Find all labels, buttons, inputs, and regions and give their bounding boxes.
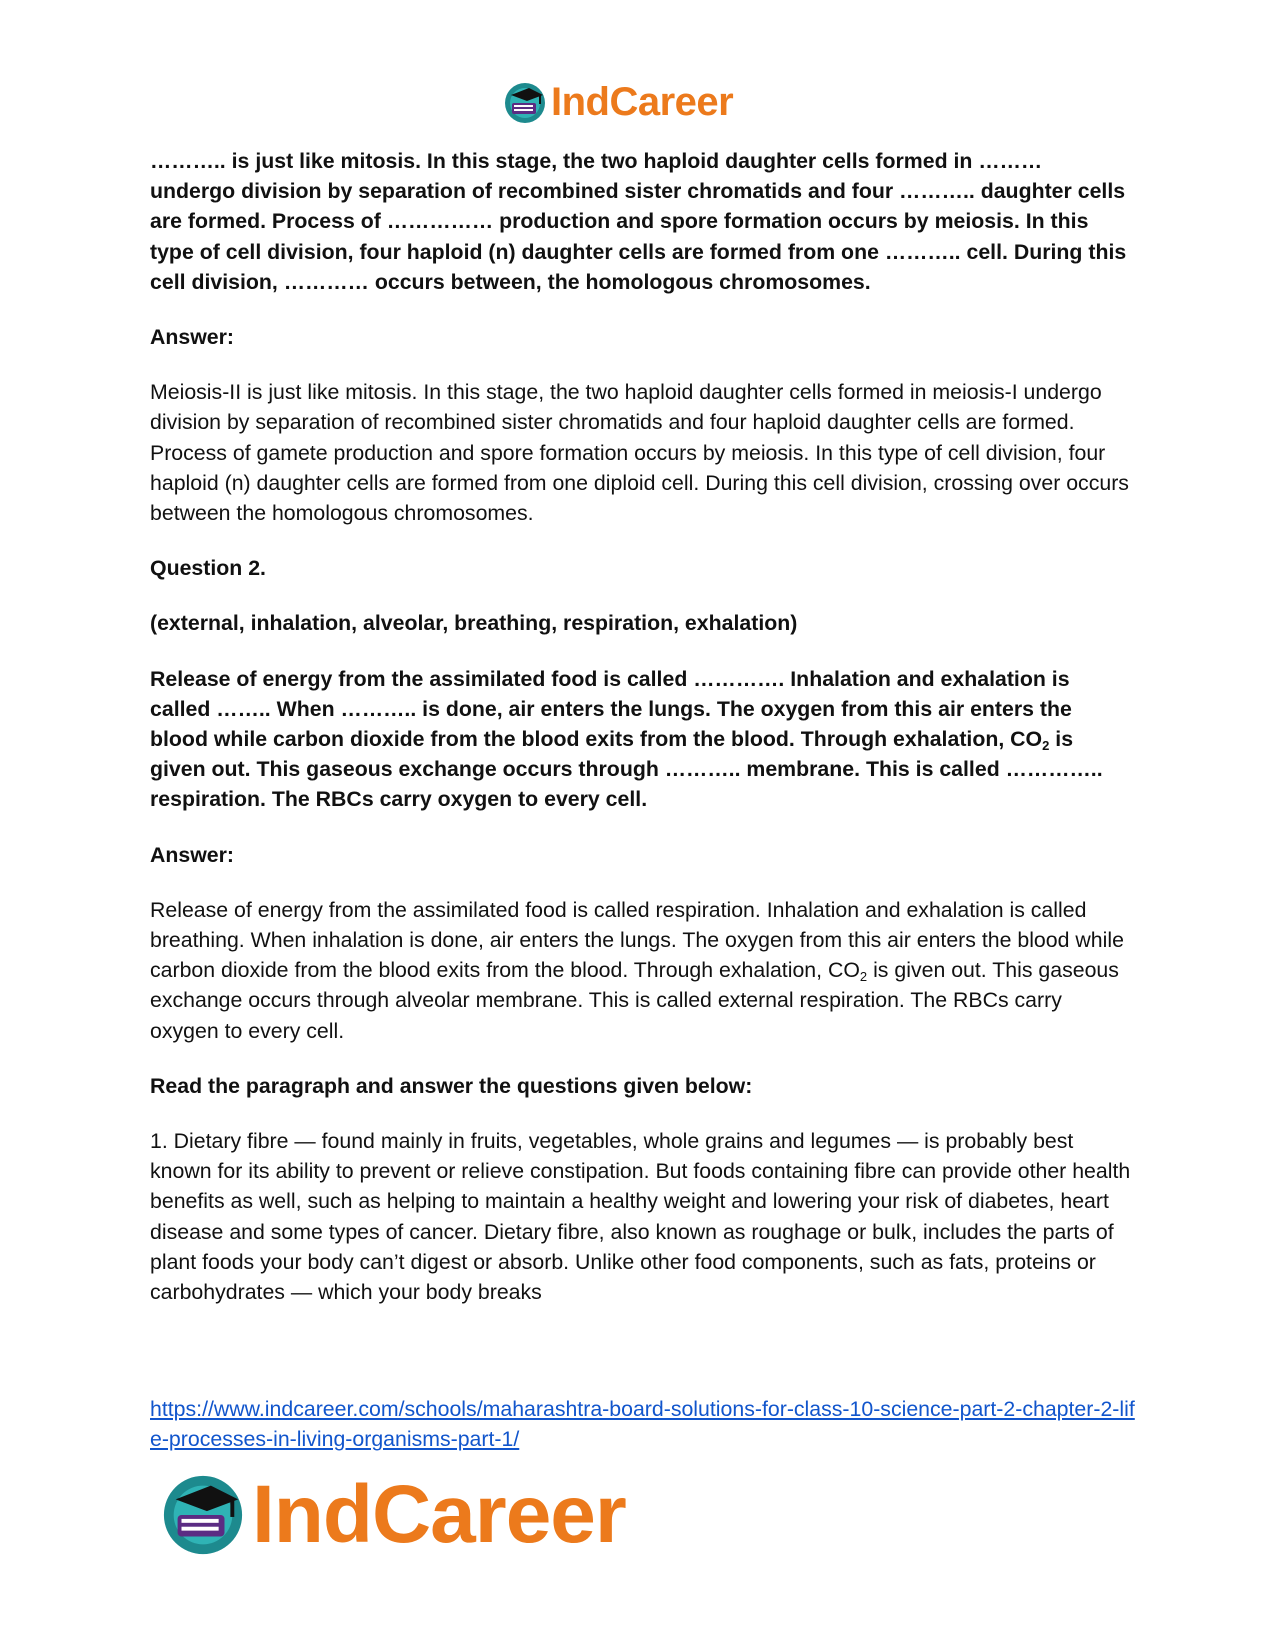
footer-logo [160, 1468, 626, 1562]
document-body [150, 146, 1132, 1332]
question-2-title: Question 2. [150, 556, 266, 581]
question-2-answer-part-2: is given out. This gaseous exchange occurs through alveolar membrane. This is called external respiration. The RBCs carry oxygen to every cell. [150, 958, 1119, 1043]
question-2-answer [150, 895, 1132, 1046]
question-2-prompt [150, 664, 1132, 815]
question-1-prompt: ……….. is just like mitosis. In this stage, the two haploid daughter cells formed in ……… undergo division by separation of recombined sister chromatids and four ……….. daughter cells are formed. Process of …………… production and spore formation occurs by meiosis. In this type of cell division, four haploid (n) daughter cells are formed from one ……….. cell. During this cell division, ………… occurs between, the homologous chromosomes. [150, 149, 1127, 294]
brand-name: IndCareer [252, 1469, 626, 1560]
question-2-answer-part-1: Release of energy from the assimilated food is called respiration. Inhalation and exhalation is called breathing. When inhalation is done, air enters the lungs. The oxygen from this air enters the blood while carbon dioxide from the blood exits from the blood. Through exhalation, CO [150, 897, 1124, 983]
reading-paragraph: 1. Dietary fibre — found mainly in fruits, vegetables, whole grains and legumes — is probably best known for its ability to prevent or relieve constipation. But foods containing fibre can provide other health benefits as well, such as helping to maintain a healthy weight and lowering your risk of diabetes, heart disease and some types of cancer. Dietary fibre, also known as roughage or bulk, includes the parts of plant foods your body can’t digest or absorb. Unlike other food components, such as fats, proteins or carbohydrates — which your body breaks [150, 1129, 1131, 1305]
graduation-book-icon [160, 1472, 246, 1558]
header-logo [503, 80, 733, 125]
source-link[interactable]: https://www.indcareer.com/schools/maharashtra-board-solutions-for-class-10-science-part-2-chapter-2-life-processes-in-living-organisms-part-1/ [150, 1397, 1135, 1451]
brand-name: IndCareer [551, 80, 734, 124]
answer-label: Answer: [150, 325, 235, 350]
subscript-2: 2 [859, 969, 868, 985]
subscript-2: 2 [1042, 738, 1050, 754]
question-2-prompt-part-1: Release of energy from the assimilated food is called …………. Inhalation and exhalation is called …….. When ……….. is done, air enters the lungs. The oxygen from this air enters the blood while carbon dioxide from the blood exits from the blood. Through exhalation, CO [150, 666, 1072, 752]
question-1-answer: Meiosis-II is just like mitosis. In this stage, the two haploid daughter cells formed in meiosis-I undergo division by separation of recombined sister chromatids and four haploid daughter cells are formed. Process of gamete production and spore formation occurs by meiosis. In this type of cell division, four haploid (n) daughter cells are formed from one diploid cell. During this cell division, crossing over occurs between the homologous chromosomes. [150, 380, 1129, 526]
answer-label: Answer: [150, 842, 235, 867]
question-2-prompt-part-2: is given out. This gaseous exchange occurs through ……….. membrane. This is called ………….. respiration. The RBCs carry oxygen to every cell. [150, 727, 1103, 812]
reading-heading: Read the paragraph and answer the questions given below: [150, 1073, 753, 1098]
question-2-options: (external, inhalation, alveolar, breathing, respiration, exhalation) [150, 611, 798, 636]
graduation-book-icon [503, 81, 547, 125]
